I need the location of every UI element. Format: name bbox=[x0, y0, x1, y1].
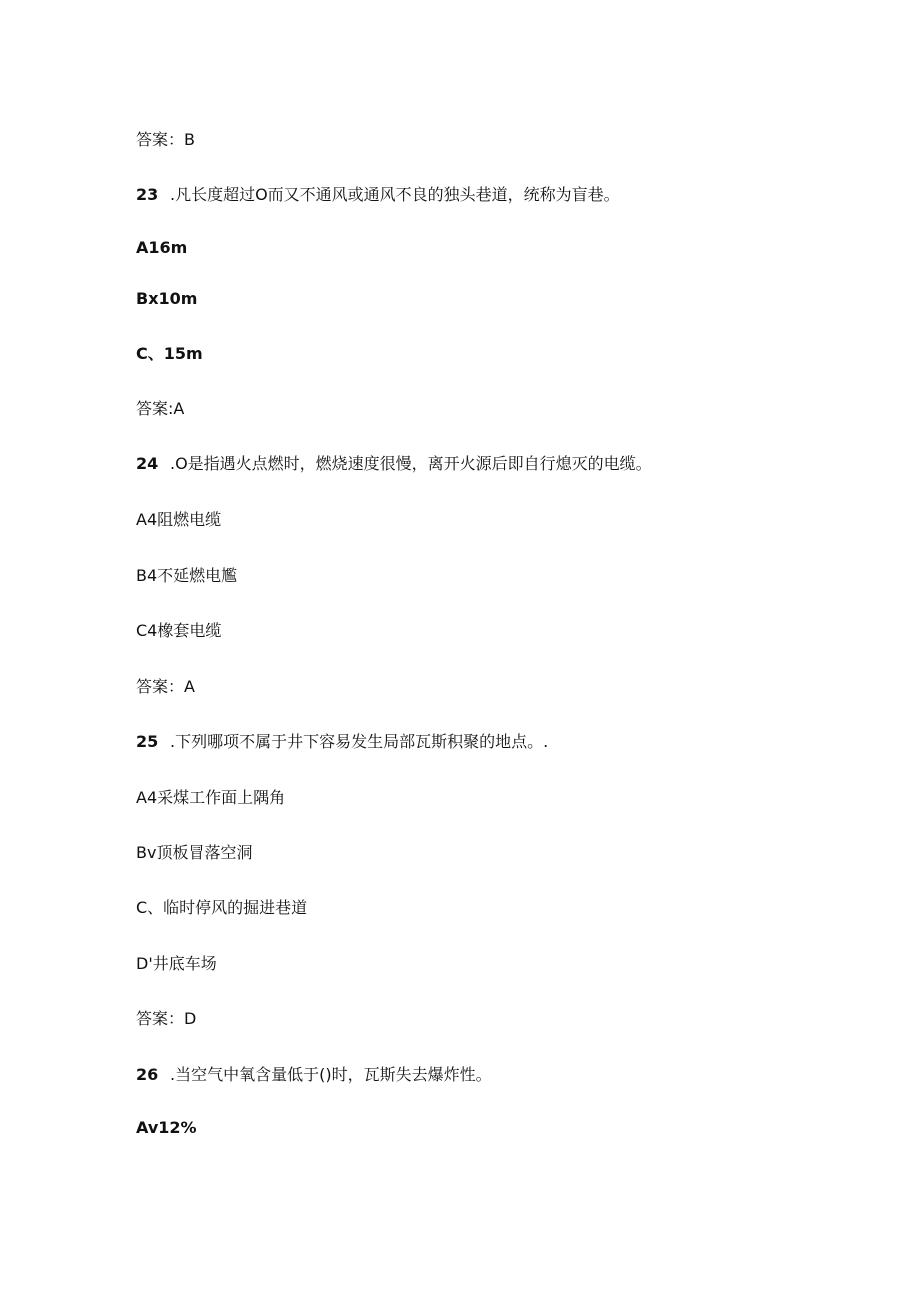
option-line: C4橡套电缆 bbox=[136, 621, 222, 640]
question-number: 23 bbox=[136, 185, 159, 204]
question-text: .当空气中氧含量低于()时，瓦斯失去爆炸性。 bbox=[170, 1065, 492, 1084]
option-line: C、15m bbox=[136, 344, 203, 363]
option-line: C、临时停风的掘进巷道 bbox=[136, 898, 308, 917]
question-text: .下列哪项不属于井下容易发生局部瓦斯积聚的地点。. bbox=[170, 732, 549, 751]
answer-line: 答案：B bbox=[136, 130, 195, 149]
question-line bbox=[136, 185, 620, 205]
option-line: Bx10m bbox=[136, 289, 198, 308]
question-number: 24 bbox=[136, 454, 159, 473]
answer-line: 答案：D bbox=[136, 1009, 197, 1028]
option-line: A4阻燃电缆 bbox=[136, 510, 222, 529]
question-text: .O是指遇火点燃时，燃烧速度很慢，离开火源后即自行熄灭的电缆。 bbox=[170, 454, 652, 473]
question-line bbox=[136, 1065, 492, 1085]
answer-line: 答案:A bbox=[136, 399, 185, 418]
answer-line: 答案：A bbox=[136, 677, 195, 696]
option-line: A16m bbox=[136, 238, 188, 257]
option-line: D'井底车场 bbox=[136, 954, 217, 973]
question-number: 25 bbox=[136, 732, 159, 751]
option-line: B4不延燃电尷 bbox=[136, 566, 238, 585]
question-text: .凡长度超过O而又不通风或通风不良的独头巷道，统称为盲巷。 bbox=[170, 185, 620, 204]
question-line bbox=[136, 732, 548, 752]
question-number: 26 bbox=[136, 1065, 159, 1084]
option-line: A4采煤工作面上隅角 bbox=[136, 788, 286, 807]
option-line: Bv顶板冒落空洞 bbox=[136, 843, 253, 862]
option-line: Av12% bbox=[136, 1118, 197, 1137]
question-line bbox=[136, 454, 652, 474]
